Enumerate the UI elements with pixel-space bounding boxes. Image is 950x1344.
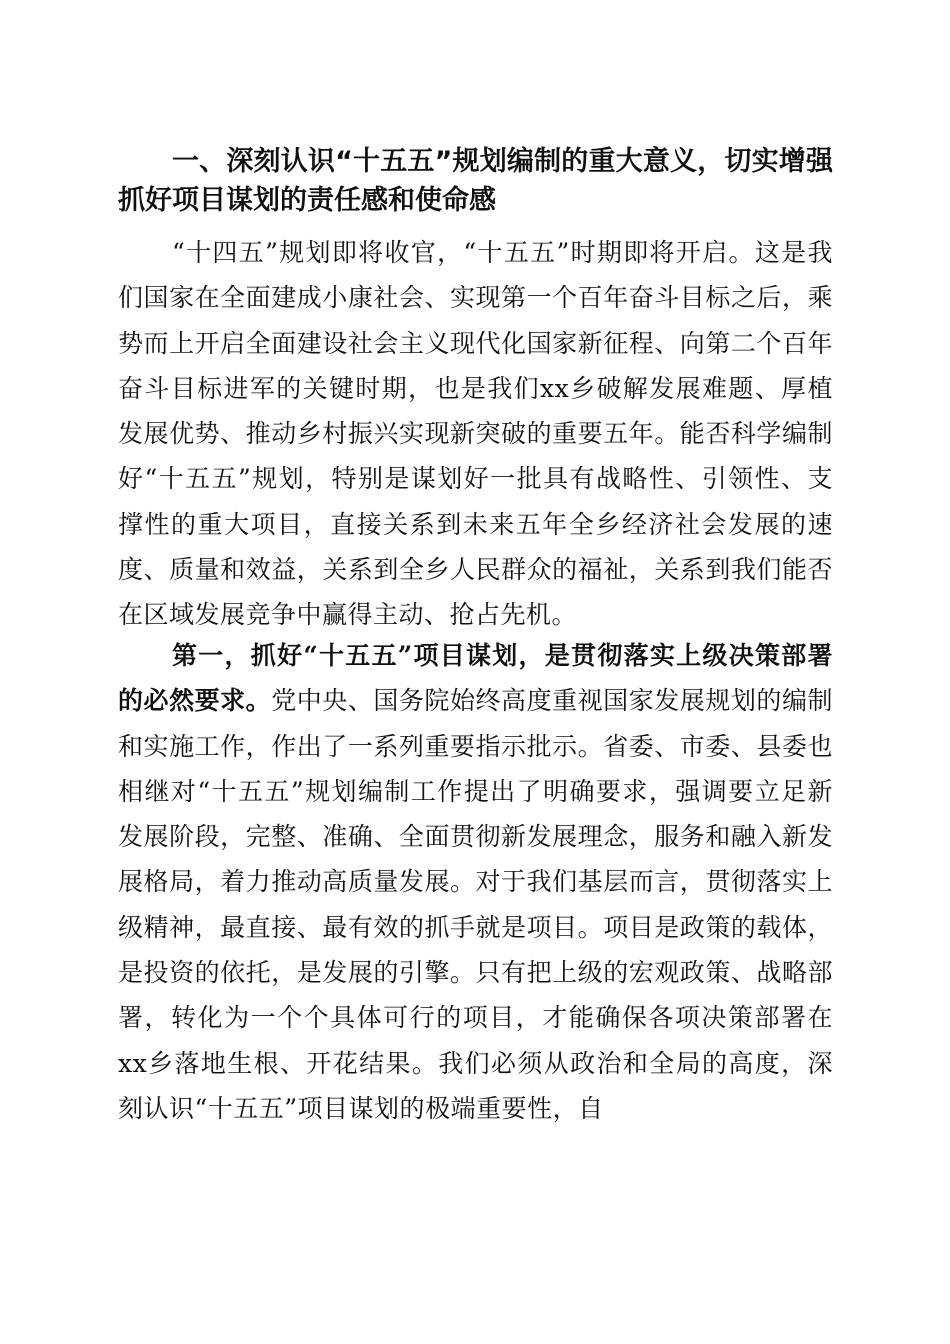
paragraph-body-text: 党中央、国务院始终高度重视国家发展规划的编制和实施工作，作出了一系列重要指示批示。省委、市委、县委也相继对“十五五”规划编制工作提出了明确要求，强调要立足新发展阶段，完整、准确、全面贯彻新发展理念，服务和融入新发展格局，着力推动高质量发展。对于我们基层而言，贯彻落实上级精神，最直接、最有效的抓手就是项目。项目是政策的载体，是投资的依托，是发展的引擎。只有把上级的宏观政策、战略部署，转化为一个个具体可行的项目，才能确保各项决策部署在xx乡落地生根、开花结果。我们必须从政治和全局的高度，深刻认识“十五五”项目谋划的极端重要性，自 bbox=[118, 686, 833, 1123]
paragraph-lead-sentence: 第一，抓好“十五五”项目谋划，是贯彻落实上级决策部署的必然要求。 bbox=[118, 641, 833, 716]
paragraph-intro: “十四五”规划即将收官，“十五五”时期即将开启。这是我们国家在全面建成小康社会、实现第一个百年奋斗目标之后，乘势而上开启全面建设社会主义现代化国家新征程、向第二个百年奋斗目标进军的关键时期，也是我们xx乡破解发展难题、厚植发展优势、推动乡村振兴实现新突破的重要五年。能否科学编制好“十五五”规划，特别是谋划好一批具有战略性、引领性、支撑性的重大项目，直接关系到未来五年全乡经济社会发展的速度、质量和效益，关系到全乡人民群众的福祉，关系到我们能否在区域发展竞争中赢得主动、抢占先机。 bbox=[118, 238, 833, 630]
paragraph-first-point bbox=[118, 633, 833, 1131]
section-heading: 一、深刻认识“十五五”规划编制的重大意义，切实增强抓好项目谋划的责任感和使命感 bbox=[118, 146, 833, 216]
